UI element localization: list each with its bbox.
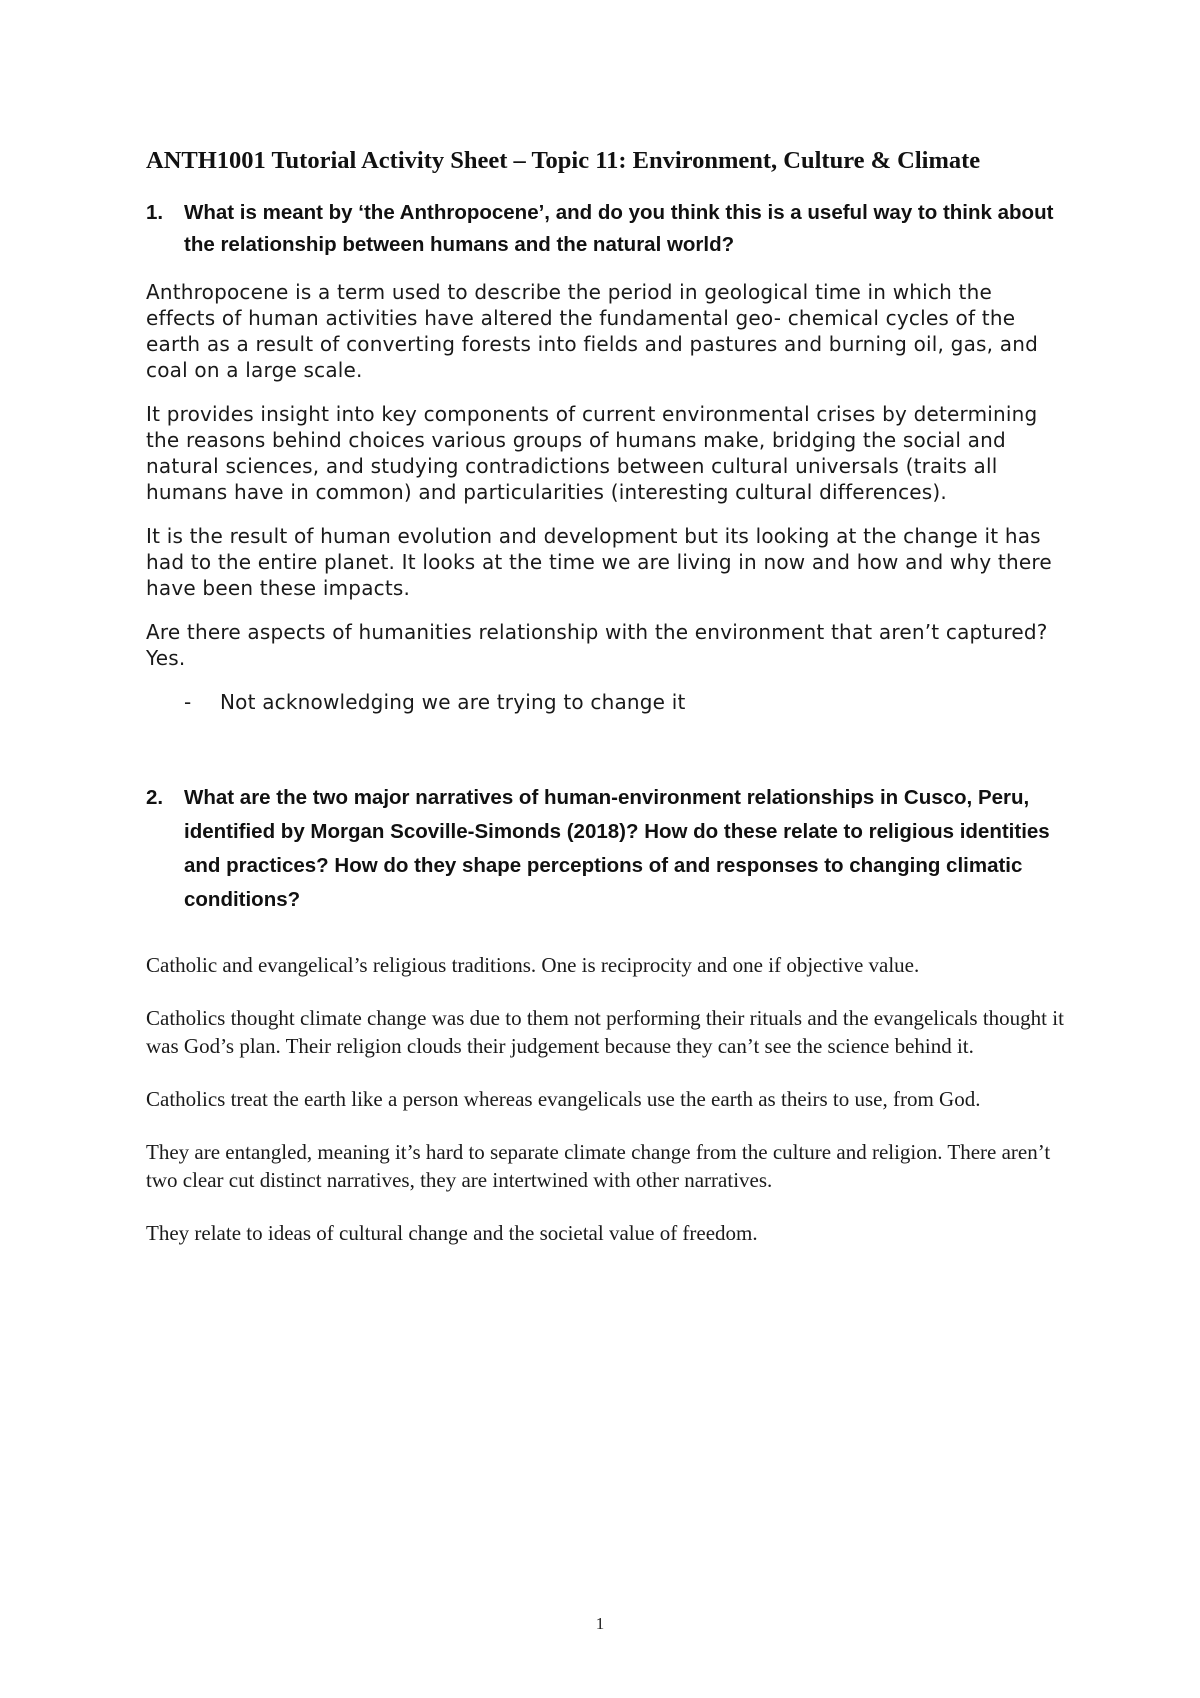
answer-2-paragraph: Catholics thought climate change was due to them not performing their rituals and the evangelicals thought it was God’s plan. Their religion clouds their judgement because they can’t see the science behind it. <box>146 1006 1064 1058</box>
document-title: ANTH1001 Tutorial Activity Sheet – Topic 11: Environment, Culture & Climate <box>146 147 981 174</box>
answer-1-paragraph: Are there aspects of humanities relationship with the environment that aren’t captured? Yes. <box>146 620 1048 670</box>
question-1-text: What is meant by ‘the Anthropocene’, and do you think this is a useful way to think about the relationship between humans and the natural world? <box>184 201 1054 256</box>
answer-2-paragraph: Catholics treat the earth like a person whereas evangelicals use the earth as theirs to use, from God. <box>146 1087 981 1111</box>
answer-1-paragraph: It provides insight into key components of current environmental crises by determining the reasons behind choices various groups of humans make, bridging the social and natural sciences, and studying contradictions between cultural universals (traits all humans have in common) and particularities (interesting cultural differences). <box>146 402 1038 504</box>
answer-2-paragraph: They relate to ideas of cultural change and the societal value of freedom. <box>146 1221 758 1245</box>
answer-2-paragraph: Catholic and evangelical’s religious traditions. One is reciprocity and one if objective value. <box>146 953 920 977</box>
page-number: 1 <box>595 1614 605 1633</box>
dash-marker: - <box>184 690 192 714</box>
answer-2-paragraph: They are entangled, meaning it’s hard to separate climate change from the culture and religion. There aren’t two clear cut distinct narratives, they are intertwined with other narratives. <box>146 1140 1051 1192</box>
question-2 <box>146 781 1066 917</box>
answer-1-bullet <box>184 689 1066 715</box>
page-content <box>146 145 1066 1272</box>
question-1-number: 1. <box>146 201 164 224</box>
answer-1-paragraph: It is the result of human evolution and development but its looking at the change it has had to the entire planet. It looks at the time we are living in now and how and why there have been these impacts. <box>146 524 1052 600</box>
answer-1-paragraph: Anthropocene is a term used to describe the period in geological time in which the effects of human activities have altered the fundamental geo- chemical cycles of the earth as a result of converting forests into fields and pastures and burning oil, gas, and coal on a large scale. <box>146 280 1038 382</box>
question-2-text: What are the two major narratives of human-environment relationships in Cusco, Peru, identified by Morgan Scoville-Simonds (2018)? How do these relate to religious identities and practices? How do they shape perceptions of and responses to changing climatic conditions? <box>184 786 1050 911</box>
answer-1-bullet-text: Not acknowledging we are trying to change it <box>220 690 686 714</box>
question-2-number: 2. <box>146 786 164 809</box>
question-1 <box>146 197 1066 261</box>
